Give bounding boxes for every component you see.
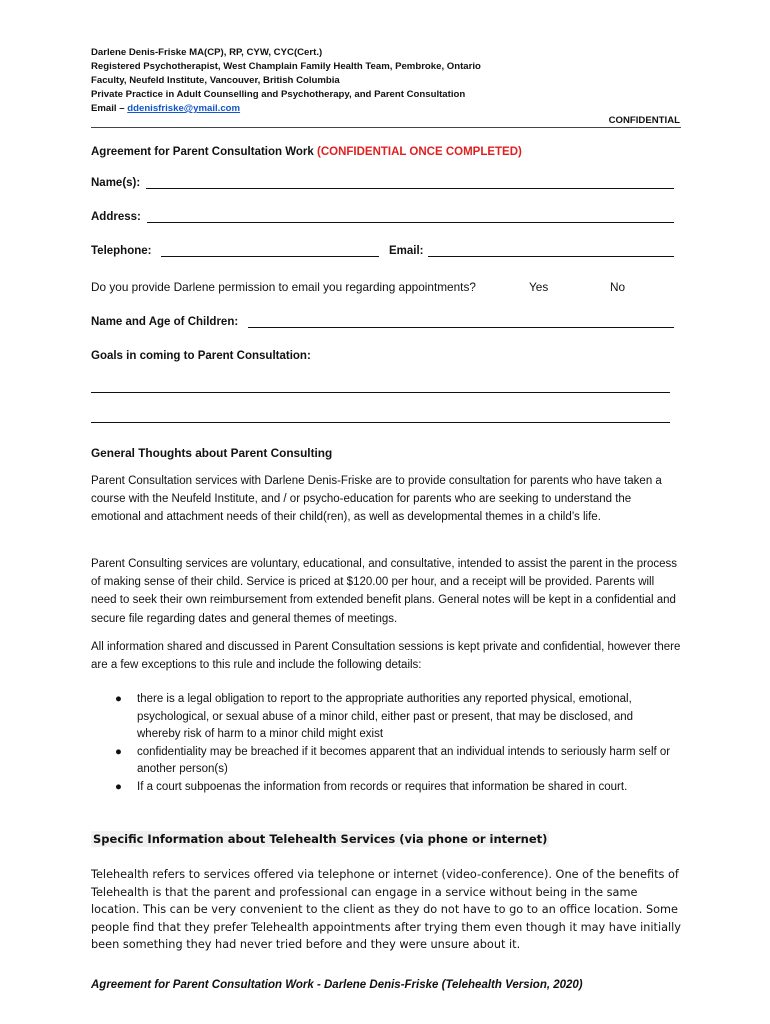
letterhead-practice: Private Practice in Adult Counselling and Psychotherapy, and Parent Consultation — [91, 89, 466, 100]
general-p2-text: Parent Consulting services are voluntary, educational, and consultative, intended to assist the parent in the process of making sense of their child. Service is priced at $120.00 per hour, and a receipt will be provided. Parents will need to seek their own reimbursement from extended benefit plans. General notes will be kept in a confidential and secure file regarding dates and general themes of meetings. — [91, 558, 677, 625]
goals-field-line-1[interactable] — [91, 392, 670, 393]
general-paragraph-2 — [91, 555, 681, 628]
bullet-icon: ● — [115, 693, 122, 705]
form-title — [91, 146, 522, 158]
general-p1-text: Parent Consultation services with Darlene Denis-Friske are to provide consultation for parents who have taken a course with the Neufeld Institute, and / or psycho-education for parents who are seeking to understand the emotional and attachment needs of their child(ren), as well as developmental themes in a child’s life. — [91, 475, 662, 524]
header-divider — [91, 127, 681, 128]
letterhead-email-row — [91, 102, 691, 116]
list-item — [115, 779, 675, 797]
address-label: Address: — [91, 211, 141, 223]
form-title-note: (CONFIDENTIAL ONCE COMPLETED) — [316, 146, 522, 158]
general-p3-text: All information shared and discussed in Parent Consultation sessions is kept private and confidential, however there are a few exceptions to this rule and include the following details: — [91, 641, 681, 672]
bullet-icon: ● — [115, 780, 122, 793]
telehealth-paragraph: Telehealth refers to services offered via telephone or internet (video-conference). One of the benefits of Telehealth is that the parent and professional can engage in a service without being in the same location. This can be very convenient to the client as they do not have to go to an office location. Some people find that they prefer Telehealth appointments after trying them even though it may have initially been something they had never tried before and they were unsure about it. — [91, 868, 681, 952]
address-field[interactable] — [147, 222, 674, 223]
bullet-icon: ● — [115, 745, 122, 758]
form-title-text: Agreement for Parent Consultation Work — [91, 146, 317, 158]
list-item-text: confidentiality may be breached if it becomes apparent that an individual intends to seriously harm self or another person(s) — [137, 745, 671, 776]
permission-yes-option[interactable]: Yes — [529, 280, 549, 294]
email-link[interactable]: ddenisfriske@ymail.com — [127, 103, 241, 114]
letterhead-name: Darlene Denis-Friske MA(CP), RP, CYW, CYC(Cert.) — [91, 47, 323, 58]
names-field[interactable] — [146, 188, 674, 189]
list-item-text: If a court subpoenas the information from records or requires that information be shared in court. — [137, 780, 628, 793]
letterhead — [91, 46, 691, 116]
permission-question: Do you provide Darlene permission to email you regarding appointments? — [91, 280, 476, 294]
letterhead-faculty: Faculty, Neufeld Institute, Vancouver, British Columbia — [91, 75, 340, 86]
goals-label: Goals in coming to Parent Consultation: — [91, 350, 311, 362]
telephone-field[interactable] — [161, 256, 379, 257]
permission-no-option[interactable]: No — [610, 280, 626, 294]
telephone-label: Telephone: — [91, 245, 152, 257]
list-item — [115, 744, 675, 779]
list-item-text: there is a legal obligation to report to the appropriate authorities any reported physical, emotional, psychological, or sexual abuse of a minor child, either past or present, that may be disclosed, and whereby risk of harm to a minor child might exist — [137, 693, 634, 741]
exceptions-list — [115, 691, 675, 797]
confidential-label: CONFIDENTIAL — [608, 115, 680, 126]
children-label: Name and Age of Children: — [91, 316, 239, 328]
email-prefix: Email – — [91, 103, 128, 114]
children-field[interactable] — [248, 327, 674, 328]
list-item — [115, 691, 675, 744]
telehealth-heading: Specific Information about Telehealth Services (via phone or internet) — [93, 832, 548, 846]
general-paragraph-3 — [91, 638, 681, 674]
page-footer: Agreement for Parent Consultation Work - Darlene Denis-Friske (Telehealth Version, 2020) — [91, 979, 583, 991]
goals-field-line-2[interactable] — [91, 422, 670, 423]
letterhead-title: Registered Psychotherapist, West Champlain Family Health Team, Pembroke, Ontario — [91, 61, 481, 72]
names-label: Name(s): — [91, 177, 141, 189]
general-paragraph-1 — [91, 472, 681, 527]
general-heading: General Thoughts about Parent Consulting — [91, 446, 333, 460]
email-field[interactable] — [428, 256, 674, 257]
email-label: Email: — [389, 245, 424, 257]
